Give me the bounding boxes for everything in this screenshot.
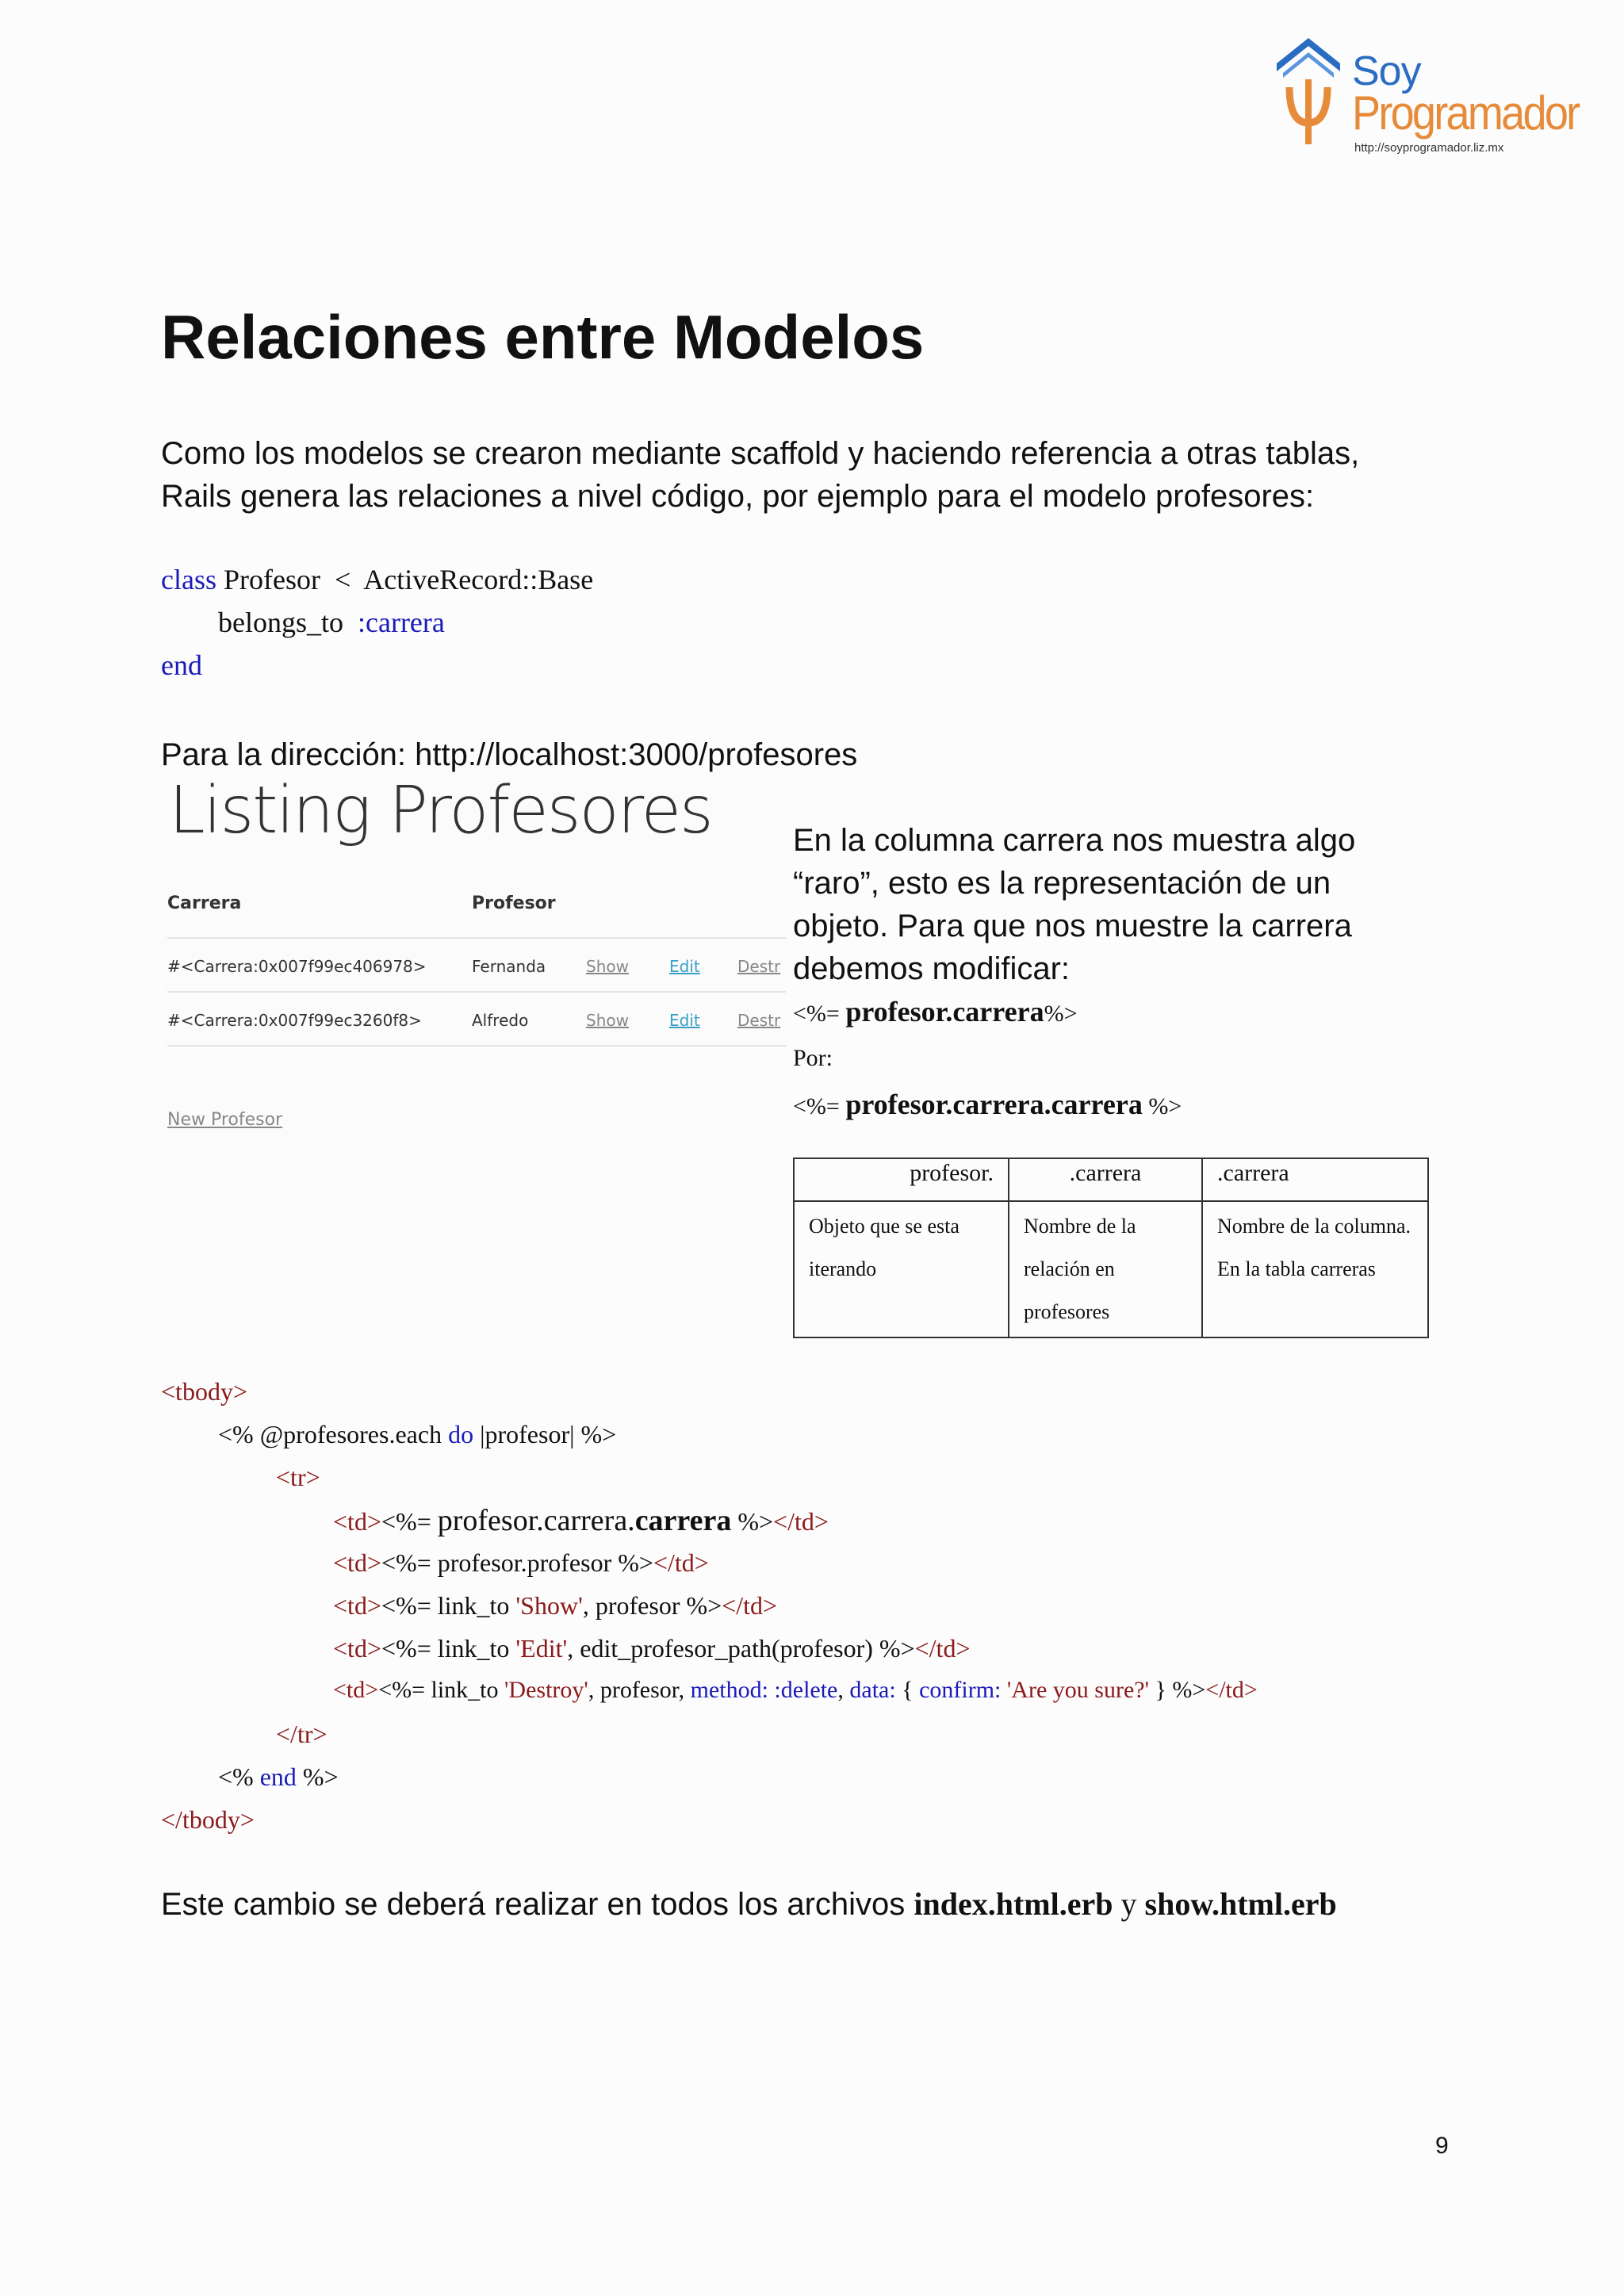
code-text: %> bbox=[731, 1507, 774, 1536]
code-keyword: confirm: bbox=[919, 1677, 1002, 1703]
code-end-line bbox=[218, 1762, 339, 1792]
code-text: %> bbox=[296, 1762, 339, 1791]
code-text: , profesor, bbox=[588, 1677, 691, 1703]
code-td-line-4 bbox=[333, 1634, 970, 1663]
code-class-line bbox=[161, 563, 593, 596]
listing-header-profesor: Profesor bbox=[472, 894, 556, 913]
code-text: %> bbox=[1044, 1001, 1078, 1027]
page-title: Relaciones entre Modelos bbox=[161, 302, 925, 372]
note-line-3: objeto. Para que nos muestre la carrera bbox=[793, 909, 1352, 943]
edit-link[interactable]: Edit bbox=[669, 1011, 700, 1030]
code-tr-close: </tr> bbox=[276, 1720, 327, 1748]
code-td-line-3 bbox=[333, 1591, 777, 1621]
code-string: 'Are you sure?' bbox=[1001, 1677, 1149, 1703]
page-number: 9 bbox=[1435, 2133, 1449, 2159]
divider bbox=[167, 937, 786, 939]
code-tag: <td> bbox=[333, 1548, 381, 1577]
listing-screenshot bbox=[161, 773, 787, 1146]
intro-line-2: Rails genera las relaciones a nivel código, por ejemplo para el modelo profesores: bbox=[161, 479, 1315, 514]
table-cell-profesor: Alfredo bbox=[472, 1011, 529, 1030]
code-text: { bbox=[895, 1677, 920, 1703]
note-line-4: debemos modificar: bbox=[793, 951, 1071, 986]
code-text: profesor.carrera. bbox=[437, 1504, 635, 1537]
new-profesor-link[interactable]: New Profesor bbox=[167, 1110, 283, 1130]
code-tag: <td> bbox=[333, 1507, 381, 1536]
code-tag: </td> bbox=[773, 1507, 829, 1536]
note-por: Por: bbox=[793, 1045, 833, 1071]
destroy-link[interactable]: Destr bbox=[737, 957, 781, 976]
code-string: 'Edit' bbox=[515, 1634, 568, 1663]
code-keyword: method: bbox=[690, 1677, 768, 1703]
code-text: <%= link_to bbox=[381, 1634, 516, 1663]
code-tag: </td> bbox=[914, 1634, 971, 1663]
logo-text-programador: Programador bbox=[1352, 86, 1579, 140]
note-code-1 bbox=[793, 990, 1427, 1035]
code-text: <%= profesor.profesor %> bbox=[381, 1548, 653, 1577]
table-header: profesor. bbox=[794, 1158, 1009, 1201]
code-tr-open: <tr> bbox=[276, 1463, 320, 1491]
code-text: %> bbox=[1142, 1093, 1182, 1119]
code-text: , bbox=[837, 1677, 850, 1703]
listing-header-carrera: Carrera bbox=[167, 894, 242, 913]
note-line-2: “raro”, esto es la representación de un bbox=[793, 866, 1331, 901]
logo-text-soy: Soy bbox=[1352, 48, 1421, 94]
code-symbol: :carrera bbox=[358, 607, 445, 638]
divider bbox=[167, 1045, 786, 1047]
code-tag: </td> bbox=[653, 1548, 709, 1577]
table-cell-profesor: Fernanda bbox=[472, 957, 546, 976]
code-tag: </td> bbox=[1205, 1677, 1258, 1703]
code-belongs-line bbox=[218, 606, 445, 639]
explanation-table bbox=[793, 1158, 1429, 1338]
destroy-link[interactable]: Destr bbox=[737, 1011, 781, 1030]
code-tag: <td> bbox=[333, 1677, 379, 1703]
code-keyword: data: bbox=[849, 1677, 896, 1703]
code-td-line-5 bbox=[333, 1677, 1258, 1704]
address-line: Para la dirección: http://localhost:3000/profesores bbox=[161, 737, 858, 772]
code-text: |profesor| %> bbox=[473, 1420, 617, 1448]
code-text: <%= bbox=[793, 1093, 846, 1119]
code-bold: profesor.carrera.carrera bbox=[845, 1089, 1143, 1120]
code-symbol: :delete bbox=[768, 1677, 838, 1703]
code-text: Profesor < ActiveRecord::Base bbox=[216, 564, 594, 595]
code-td-line-1 bbox=[333, 1503, 829, 1538]
footer-file-2: show.html.erb bbox=[1144, 1886, 1337, 1922]
table-cell: Nombre de la relación en profesores bbox=[1009, 1201, 1202, 1337]
code-keyword: do bbox=[448, 1420, 474, 1448]
logo-url[interactable]: http://soyprogramador.liz.mx bbox=[1354, 141, 1504, 155]
table-cell-carrera: #<Carrera:0x007f99ec3260f8> bbox=[167, 1011, 422, 1030]
code-text: <%= link_to bbox=[378, 1677, 505, 1703]
note-block bbox=[793, 819, 1427, 1128]
note-line-1: En la columna carrera nos muestra algo bbox=[793, 823, 1356, 858]
note-code-2 bbox=[793, 1083, 1427, 1128]
divider bbox=[167, 991, 786, 993]
code-text: <%= bbox=[793, 1001, 846, 1027]
code-tbody-close: </tbody> bbox=[161, 1805, 255, 1834]
show-link[interactable]: Show bbox=[586, 1011, 629, 1030]
table-cell: Objeto que se esta iterando bbox=[794, 1201, 1009, 1337]
code-text: <% bbox=[218, 1762, 260, 1791]
intro-line-1: Como los modelos se crearon mediante scaffold y haciendo referencia a otras tablas, bbox=[161, 436, 1360, 471]
show-link[interactable]: Show bbox=[586, 957, 629, 976]
code-td-line-2 bbox=[333, 1548, 709, 1578]
listing-title: Listing Profesores bbox=[169, 773, 712, 848]
code-tag: <td> bbox=[333, 1591, 381, 1620]
code-text: , edit_profesor_path(profesor) %> bbox=[567, 1634, 915, 1663]
footer-file-1: index.html.erb bbox=[914, 1886, 1113, 1922]
code-bold: profesor.carrera bbox=[845, 996, 1044, 1027]
table-cell-carrera: #<Carrera:0x007f99ec406978> bbox=[167, 957, 427, 976]
code-tag: </td> bbox=[722, 1591, 778, 1620]
code-each-line bbox=[218, 1420, 616, 1449]
code-string: 'Destroy' bbox=[504, 1677, 588, 1703]
table-header: .carrera bbox=[1202, 1158, 1428, 1201]
code-text: , profesor %> bbox=[582, 1591, 722, 1620]
code-end-line: end bbox=[161, 649, 202, 681]
code-keyword: end bbox=[259, 1762, 297, 1791]
code-keyword: class bbox=[161, 564, 216, 595]
footer-text: y bbox=[1113, 1886, 1145, 1922]
code-bold: carrera bbox=[634, 1504, 732, 1537]
code-tbody-open: <tbody> bbox=[161, 1377, 247, 1406]
code-tag: <td> bbox=[333, 1634, 381, 1663]
edit-link[interactable]: Edit bbox=[669, 957, 700, 976]
table-cell: Nombre de la columna. En la tabla carreras bbox=[1202, 1201, 1428, 1337]
house-logo-icon bbox=[1269, 32, 1348, 151]
code-text: <% @profesores.each bbox=[218, 1420, 449, 1448]
footer-sentence bbox=[161, 1883, 1337, 1926]
footer-text: Este cambio se deberá realizar en todos los archivos bbox=[161, 1887, 914, 1922]
table-header: .carrera bbox=[1009, 1158, 1202, 1201]
logo bbox=[1269, 32, 1579, 166]
code-text: } %> bbox=[1148, 1677, 1206, 1703]
code-text: <%= bbox=[381, 1507, 438, 1536]
code-string: 'Show' bbox=[515, 1591, 583, 1620]
code-text: belongs_to bbox=[218, 607, 358, 638]
code-text: <%= link_to bbox=[381, 1591, 516, 1620]
